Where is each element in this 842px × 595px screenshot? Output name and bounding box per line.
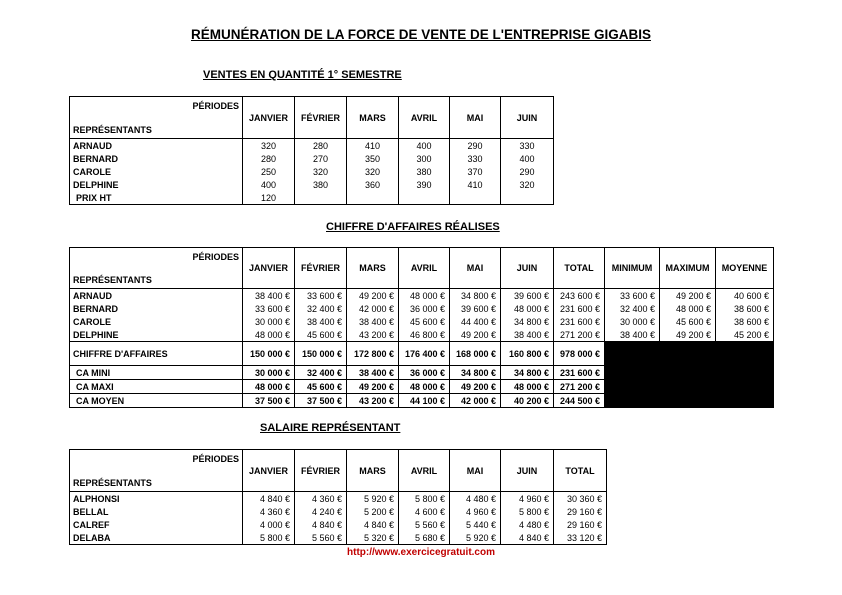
quantity-cell: 270 bbox=[295, 152, 347, 165]
empty-cell bbox=[450, 191, 501, 205]
corner-header bbox=[70, 97, 243, 139]
page-title: RÉMUNÉRATION DE LA FORCE DE VENTE DE L'ENTREPRISE GIGABIS bbox=[191, 27, 651, 42]
revenue-cell: 38 600 € bbox=[716, 302, 774, 315]
summary-cell: 38 400 € bbox=[347, 366, 399, 380]
quantity-cell: 380 bbox=[295, 178, 347, 191]
total-cell: 978 000 € bbox=[554, 342, 605, 366]
salary-cell: 5 920 € bbox=[347, 492, 399, 506]
revenue-cell: 39 600 € bbox=[450, 302, 501, 315]
representants-label: REPRÉSENTANTS bbox=[73, 275, 152, 285]
revenue-cell: 45 600 € bbox=[399, 315, 450, 328]
section-revenue-title: CHIFFRE D'AFFAIRES RÉALISES bbox=[326, 221, 500, 233]
periodes-label: PÉRIODES bbox=[192, 101, 239, 111]
quantity-cell: 370 bbox=[450, 165, 501, 178]
revenue-cell: 48 000 € bbox=[243, 328, 295, 342]
blacked-cell bbox=[605, 366, 660, 380]
quantity-cell: 250 bbox=[243, 165, 295, 178]
column-header: JUIN bbox=[501, 450, 554, 492]
salary-cell: 4 840 € bbox=[243, 492, 295, 506]
table-row bbox=[70, 518, 607, 531]
quantity-cell: 360 bbox=[347, 178, 399, 191]
quantity-cell: 320 bbox=[347, 165, 399, 178]
quantity-cell: 320 bbox=[295, 165, 347, 178]
summary-label: CA MOYEN bbox=[70, 394, 243, 408]
quantity-cell: 320 bbox=[243, 139, 295, 153]
revenue-cell: 30 000 € bbox=[605, 315, 660, 328]
periodes-label: PÉRIODES bbox=[192, 454, 239, 464]
revenue-cell: 32 400 € bbox=[295, 302, 347, 315]
column-header: FÉVRIER bbox=[295, 248, 347, 289]
quantity-cell: 400 bbox=[399, 139, 450, 153]
quantity-cell: 400 bbox=[501, 152, 554, 165]
website-link[interactable]: http://www.exercicegratuit.com bbox=[347, 547, 495, 558]
table-row bbox=[70, 505, 607, 518]
revenue-table bbox=[69, 247, 774, 408]
salary-cell: 4 600 € bbox=[399, 505, 450, 518]
revenue-cell: 32 400 € bbox=[605, 302, 660, 315]
salary-cell: 4 480 € bbox=[450, 492, 501, 506]
summary-cell: 43 200 € bbox=[347, 394, 399, 408]
column-header: TOTAL bbox=[554, 450, 607, 492]
revenue-cell: 49 200 € bbox=[660, 328, 716, 342]
summary-cell: 48 000 € bbox=[399, 380, 450, 394]
total-cell: 176 400 € bbox=[399, 342, 450, 366]
column-header: JANVIER bbox=[243, 248, 295, 289]
revenue-cell: 30 000 € bbox=[243, 315, 295, 328]
summary-cell: 271 200 € bbox=[554, 380, 605, 394]
salary-cell: 4 480 € bbox=[501, 518, 554, 531]
summary-cell: 44 100 € bbox=[399, 394, 450, 408]
representant-name: CALREF bbox=[70, 518, 243, 531]
month-header: AVRIL bbox=[399, 97, 450, 139]
salary-cell: 30 360 € bbox=[554, 492, 607, 506]
empty-cell bbox=[295, 191, 347, 205]
summary-cell: 49 200 € bbox=[347, 380, 399, 394]
column-header: MOYENNE bbox=[716, 248, 774, 289]
representant-name: CAROLE bbox=[70, 315, 243, 328]
corner-header bbox=[70, 248, 243, 289]
salary-cell: 4 840 € bbox=[347, 518, 399, 531]
revenue-cell: 38 400 € bbox=[501, 328, 554, 342]
blacked-cell bbox=[716, 394, 774, 408]
table-row bbox=[70, 315, 774, 328]
revenue-cell: 243 600 € bbox=[554, 289, 605, 303]
column-header: MINIMUM bbox=[605, 248, 660, 289]
table-row bbox=[70, 191, 554, 205]
table-row bbox=[70, 492, 607, 506]
column-header: MAXIMUM bbox=[660, 248, 716, 289]
blacked-cell bbox=[716, 380, 774, 394]
prix-value: 120 bbox=[243, 191, 295, 205]
table-row bbox=[70, 531, 607, 545]
month-header: MAI bbox=[450, 97, 501, 139]
chiffre-affaires-label: CHIFFRE D'AFFAIRES bbox=[70, 342, 243, 366]
salary-table bbox=[69, 449, 607, 545]
empty-cell bbox=[347, 191, 399, 205]
revenue-cell: 40 600 € bbox=[716, 289, 774, 303]
summary-cell: 37 500 € bbox=[243, 394, 295, 408]
salary-cell: 5 800 € bbox=[501, 505, 554, 518]
quantity-cell: 330 bbox=[501, 139, 554, 153]
summary-cell: 34 800 € bbox=[501, 366, 554, 380]
empty-cell bbox=[399, 191, 450, 205]
quantity-cell: 280 bbox=[243, 152, 295, 165]
revenue-cell: 36 000 € bbox=[399, 302, 450, 315]
salary-cell: 5 320 € bbox=[347, 531, 399, 545]
revenue-cell: 49 200 € bbox=[660, 289, 716, 303]
quantity-cell: 410 bbox=[347, 139, 399, 153]
salary-cell: 4 360 € bbox=[295, 492, 347, 506]
summary-cell: 48 000 € bbox=[243, 380, 295, 394]
quantity-cell: 330 bbox=[450, 152, 501, 165]
column-header: AVRIL bbox=[399, 248, 450, 289]
blacked-cell bbox=[605, 380, 660, 394]
summary-row bbox=[70, 394, 774, 408]
total-cell: 168 000 € bbox=[450, 342, 501, 366]
salary-cell: 29 160 € bbox=[554, 518, 607, 531]
table-row bbox=[70, 152, 554, 165]
blacked-cell bbox=[660, 342, 716, 366]
quantity-cell: 350 bbox=[347, 152, 399, 165]
revenue-cell: 34 800 € bbox=[501, 315, 554, 328]
quantity-cell: 380 bbox=[399, 165, 450, 178]
column-header: MARS bbox=[347, 248, 399, 289]
periodes-label: PÉRIODES bbox=[192, 252, 239, 262]
quantity-cell: 290 bbox=[501, 165, 554, 178]
quantity-cell: 400 bbox=[243, 178, 295, 191]
salary-cell: 4 360 € bbox=[243, 505, 295, 518]
revenue-cell: 38 400 € bbox=[605, 328, 660, 342]
salary-cell: 5 560 € bbox=[295, 531, 347, 545]
representant-name: BERNARD bbox=[70, 152, 243, 165]
prix-label: PRIX HT bbox=[70, 191, 243, 205]
revenue-cell: 48 000 € bbox=[660, 302, 716, 315]
table-row bbox=[70, 289, 774, 303]
summary-cell: 48 000 € bbox=[501, 380, 554, 394]
salary-cell: 5 920 € bbox=[450, 531, 501, 545]
salary-cell: 5 800 € bbox=[399, 492, 450, 506]
total-cell: 150 000 € bbox=[243, 342, 295, 366]
month-header: MARS bbox=[347, 97, 399, 139]
column-header: AVRIL bbox=[399, 450, 450, 492]
column-header: MAI bbox=[450, 450, 501, 492]
revenue-cell: 45 600 € bbox=[295, 328, 347, 342]
summary-cell: 49 200 € bbox=[450, 380, 501, 394]
representants-label: REPRÉSENTANTS bbox=[73, 478, 152, 488]
blacked-cell bbox=[660, 394, 716, 408]
representant-name: DELPHINE bbox=[70, 178, 243, 191]
representants-label: REPRÉSENTANTS bbox=[73, 125, 152, 135]
summary-cell: 244 500 € bbox=[554, 394, 605, 408]
revenue-cell: 33 600 € bbox=[295, 289, 347, 303]
column-header: JANVIER bbox=[243, 450, 295, 492]
table-row bbox=[70, 328, 774, 342]
column-header: MAI bbox=[450, 248, 501, 289]
summary-cell: 231 600 € bbox=[554, 366, 605, 380]
salary-cell: 29 160 € bbox=[554, 505, 607, 518]
summary-row bbox=[70, 380, 774, 394]
quantity-cell: 410 bbox=[450, 178, 501, 191]
representant-name: DELABA bbox=[70, 531, 243, 545]
salary-cell: 4 240 € bbox=[295, 505, 347, 518]
revenue-cell: 33 600 € bbox=[605, 289, 660, 303]
table-row bbox=[70, 165, 554, 178]
revenue-cell: 44 400 € bbox=[450, 315, 501, 328]
column-header: FÉVRIER bbox=[295, 450, 347, 492]
representant-name: BERNARD bbox=[70, 302, 243, 315]
blacked-cell bbox=[660, 380, 716, 394]
revenue-cell: 38 600 € bbox=[716, 315, 774, 328]
summary-cell: 45 600 € bbox=[295, 380, 347, 394]
revenue-cell: 271 200 € bbox=[554, 328, 605, 342]
salary-cell: 5 200 € bbox=[347, 505, 399, 518]
section-quantity-title: VENTES EN QUANTITÉ 1° SEMESTRE bbox=[203, 69, 402, 81]
blacked-cell bbox=[716, 342, 774, 366]
summary-cell: 40 200 € bbox=[501, 394, 554, 408]
table-row bbox=[70, 178, 554, 191]
revenue-cell: 231 600 € bbox=[554, 315, 605, 328]
column-header: JUIN bbox=[501, 248, 554, 289]
summary-cell: 37 500 € bbox=[295, 394, 347, 408]
representant-name: DELPHINE bbox=[70, 328, 243, 342]
quantity-cell: 320 bbox=[501, 178, 554, 191]
representant-name: ARNAUD bbox=[70, 289, 243, 303]
quantity-cell: 290 bbox=[450, 139, 501, 153]
representant-name: ALPHONSI bbox=[70, 492, 243, 506]
quantity-cell: 390 bbox=[399, 178, 450, 191]
revenue-cell: 33 600 € bbox=[243, 302, 295, 315]
summary-cell: 34 800 € bbox=[450, 366, 501, 380]
revenue-cell: 48 000 € bbox=[399, 289, 450, 303]
column-header: MARS bbox=[347, 450, 399, 492]
revenue-cell: 39 600 € bbox=[501, 289, 554, 303]
revenue-cell: 46 800 € bbox=[399, 328, 450, 342]
summary-cell: 42 000 € bbox=[450, 394, 501, 408]
blacked-cell bbox=[716, 366, 774, 380]
salary-cell: 33 120 € bbox=[554, 531, 607, 545]
revenue-cell: 231 600 € bbox=[554, 302, 605, 315]
revenue-cell: 34 800 € bbox=[450, 289, 501, 303]
summary-cell: 30 000 € bbox=[243, 366, 295, 380]
salary-cell: 5 680 € bbox=[399, 531, 450, 545]
salary-cell: 5 560 € bbox=[399, 518, 450, 531]
salary-cell: 4 960 € bbox=[501, 492, 554, 506]
blacked-cell bbox=[660, 366, 716, 380]
revenue-cell: 43 200 € bbox=[347, 328, 399, 342]
section-salary-title: SALAIRE REPRÉSENTANT bbox=[260, 422, 401, 434]
salary-cell: 4 960 € bbox=[450, 505, 501, 518]
month-header: JANVIER bbox=[243, 97, 295, 139]
blacked-cell bbox=[605, 394, 660, 408]
salary-cell: 4 840 € bbox=[501, 531, 554, 545]
total-cell: 172 800 € bbox=[347, 342, 399, 366]
column-header: TOTAL bbox=[554, 248, 605, 289]
month-header: FÉVRIER bbox=[295, 97, 347, 139]
summary-cell: 36 000 € bbox=[399, 366, 450, 380]
summary-row bbox=[70, 366, 774, 380]
revenue-cell: 38 400 € bbox=[347, 315, 399, 328]
summary-cell: 32 400 € bbox=[295, 366, 347, 380]
corner-header bbox=[70, 450, 243, 492]
revenue-cell: 49 200 € bbox=[347, 289, 399, 303]
revenue-cell: 45 600 € bbox=[660, 315, 716, 328]
table-row bbox=[70, 302, 774, 315]
representant-name: CAROLE bbox=[70, 165, 243, 178]
summary-label: CA MAXI bbox=[70, 380, 243, 394]
total-cell: 160 800 € bbox=[501, 342, 554, 366]
month-header: JUIN bbox=[501, 97, 554, 139]
revenue-cell: 38 400 € bbox=[243, 289, 295, 303]
quantity-cell: 280 bbox=[295, 139, 347, 153]
empty-cell bbox=[501, 191, 554, 205]
quantity-cell: 300 bbox=[399, 152, 450, 165]
representant-name: BELLAL bbox=[70, 505, 243, 518]
total-cell: 150 000 € bbox=[295, 342, 347, 366]
revenue-cell: 49 200 € bbox=[450, 328, 501, 342]
salary-cell: 5 800 € bbox=[243, 531, 295, 545]
table-row bbox=[70, 139, 554, 153]
revenue-cell: 42 000 € bbox=[347, 302, 399, 315]
salary-cell: 4 840 € bbox=[295, 518, 347, 531]
quantity-table bbox=[69, 96, 554, 205]
salary-cell: 5 440 € bbox=[450, 518, 501, 531]
chiffre-affaires-row bbox=[70, 342, 774, 366]
representant-name: ARNAUD bbox=[70, 139, 243, 153]
revenue-cell: 48 000 € bbox=[501, 302, 554, 315]
blacked-cell bbox=[605, 342, 660, 366]
revenue-cell: 38 400 € bbox=[295, 315, 347, 328]
revenue-cell: 45 200 € bbox=[716, 328, 774, 342]
salary-cell: 4 000 € bbox=[243, 518, 295, 531]
summary-label: CA MINI bbox=[70, 366, 243, 380]
